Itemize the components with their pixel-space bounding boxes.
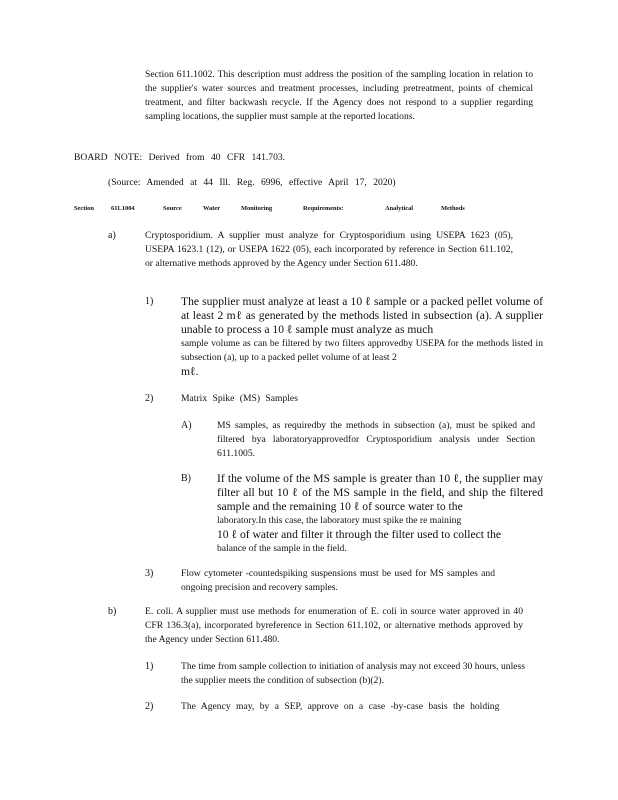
item-a2B-label: B): [181, 473, 191, 484]
item-b-label: b): [108, 606, 117, 617]
source-note: (Source: Amended at 44 Ill. Reg. 6996, effective April 17, 2020): [108, 177, 396, 188]
item-a2B-text-part4: balance of the sample in the field.: [217, 543, 347, 554]
item-a2A-label: A): [181, 420, 192, 431]
heading-word: Water: [203, 205, 221, 212]
item-a1-text-part3: mℓ.: [181, 365, 199, 378]
item-a2B-text-part3: 10 ℓ of water and filter it through the filter used to collect the: [217, 528, 502, 541]
item-b2-text: The Agency may, by a SEP, approve on a case -by-case basis the holding: [181, 701, 500, 712]
item-a-label: a): [108, 230, 116, 241]
heading-word: Methods: [441, 205, 465, 212]
item-b1-text: The time from sample collection to initiation of analysis may not exceed 30 hours, unless the supplier meets the condition of subsection (b)(2).: [181, 661, 525, 686]
item-a2-label: 2): [145, 393, 154, 404]
item-a1-label: 1): [145, 296, 154, 307]
item-b2-label: 2): [145, 701, 154, 712]
item-a2B-text-part1: If the volume of the MS sample is greater than 10 ℓ, the supplier may filter all but 10 ℓ of the MS sample in the field, and ship the filtered sample and the remaining 10 ℓ of source water to the: [217, 472, 543, 513]
item-a2-text: Matrix Spike (MS) Samples: [181, 393, 298, 404]
item-a-text: Cryptosporidium. A supplier must analyze for Cryptosporidium using USEPA 1623 (05), USEPA 1623.1 (12), or USEPA 1622 (05), each incorporated by reference in Section 611.102, or alternative methods approved by the Agency under Section 611.480.: [145, 230, 513, 269]
board-note: BOARD NOTE: Derived from 40 CFR 141.703.: [74, 152, 286, 163]
heading-word: Monitoring: [241, 205, 273, 212]
section-word: Section: [74, 205, 94, 212]
intro-paragraph: Section 611.1002. This description must address the position of the sampling location in relation to the supplier's water sources and treatment processes, including pretreatment, points of chemical treatment, and filter backwash recycle. If the Agency does not respond to a supplier regarding sampling locations, the supplier must sample at the reported locations.: [145, 69, 533, 122]
item-a3-label: 3): [145, 568, 154, 579]
item-b1-label: 1): [145, 661, 154, 672]
item-a2B-text: [217, 472, 543, 556]
item-a1-text-part1: The supplier must analyze at least a 10 ℓ sample or a packed pellet volume of at least 2 mℓ as generated by the methods listed in subsection (a). A supplier unable to process a 10 ℓ sample must analyze as much: [181, 295, 543, 336]
item-b-text: E. coli. A supplier must use methods for enumeration of E. coli in source water approved in 40 CFR 136.3(a), incorporated byreference in Section 611.102, or alternative methods approved by the Agency under Section 611.480.: [145, 606, 523, 645]
item-a2B-text-part2: laboratory.In this case, the laboratory must spike the re maining: [217, 515, 462, 526]
heading-word: Source: [163, 205, 182, 212]
heading-word: Requirements:: [303, 205, 344, 212]
item-a1-text-part2: sample volume as can be filtered by two filters approvedby USEPA for the methods listed in subsection (a), up to a packed pellet volume of at least 2: [181, 338, 543, 363]
item-a2A-text: MS samples, as requiredby the methods in subsection (a), must be spiked and filtered bya laboratoryapprovedfor Cryptosporidium analysis under Section 611.1005.: [217, 420, 535, 459]
heading-word: Analytical: [385, 205, 414, 212]
section-number: 611.1004: [111, 205, 135, 212]
item-a3-text: Flow cytometer -countedspiking suspensions must be used for MS samples and ongoing precision and recovery samples.: [181, 568, 495, 593]
item-a1-text: [181, 295, 543, 379]
section-heading: [74, 204, 504, 214]
